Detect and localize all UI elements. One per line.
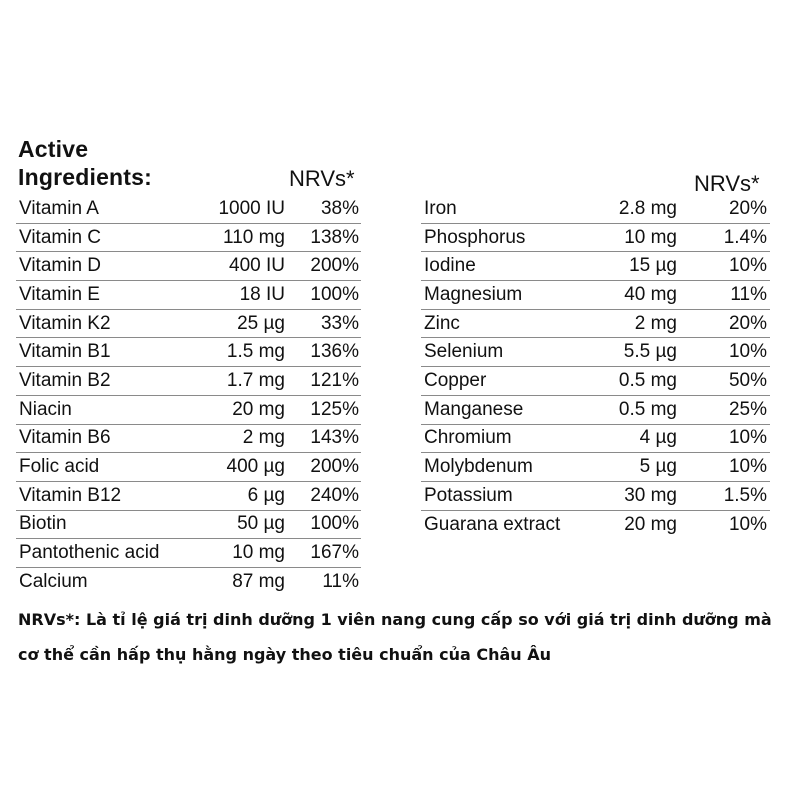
ingredient-name: Selenium xyxy=(424,341,504,363)
table-row xyxy=(421,482,770,511)
ingredient-nrv: 38% xyxy=(320,197,359,219)
nrv-column-header-right: NRVs* xyxy=(694,171,760,196)
ingredient-amount: 25 µg xyxy=(237,312,285,334)
ingredient-amount: 1.5 mg xyxy=(226,341,285,363)
ingredient-amount: 50 µg xyxy=(237,513,285,535)
ingredient-amount: 30 mg xyxy=(624,484,677,506)
ingredient-nrv: 25% xyxy=(728,398,767,420)
ingredient-nrv: 100% xyxy=(310,283,359,305)
table-row xyxy=(16,568,361,597)
ingredient-name: Vitamin A xyxy=(19,197,99,219)
ingredient-amount: 400 IU xyxy=(229,255,285,277)
table-row xyxy=(421,338,770,367)
ingredient-name: Copper xyxy=(424,369,487,391)
ingredient-name: Guarana extract xyxy=(424,513,561,535)
table-row xyxy=(421,224,770,253)
ingredient-amount: 5 µg xyxy=(639,456,677,478)
ingredient-nrv: 11% xyxy=(730,283,767,305)
ingredient-name: Magnesium xyxy=(424,283,523,305)
table-row xyxy=(16,396,361,425)
ingredient-name: Phosphorus xyxy=(424,226,526,248)
table-row xyxy=(421,425,770,454)
ingredient-nrv: 10% xyxy=(728,341,767,363)
ingredient-amount: 6 µg xyxy=(247,484,285,506)
ingredient-nrv: 10% xyxy=(728,427,767,449)
table-row xyxy=(16,453,361,482)
ingredient-amount: 400 µg xyxy=(226,456,285,478)
ingredient-amount: 2 mg xyxy=(634,312,677,334)
ingredient-amount: 87 mg xyxy=(232,571,285,593)
ingredient-name: Vitamin E xyxy=(19,283,100,305)
table-row xyxy=(421,453,770,482)
table-row xyxy=(16,425,361,454)
ingredient-amount: 0.5 mg xyxy=(618,398,677,420)
ingredient-amount: 0.5 mg xyxy=(618,369,677,391)
table-row xyxy=(421,195,770,224)
ingredient-name: Vitamin B1 xyxy=(19,341,111,363)
ingredient-name: Pantothenic acid xyxy=(19,542,160,564)
right-ingredients-table xyxy=(421,195,770,539)
ingredient-amount: 15 µg xyxy=(629,255,677,277)
ingredient-name: Chromium xyxy=(424,427,512,449)
ingredient-amount: 10 mg xyxy=(624,226,677,248)
ingredient-name: Potassium xyxy=(424,484,513,506)
ingredient-name: Vitamin C xyxy=(19,226,102,248)
ingredient-amount: 110 mg xyxy=(223,226,285,248)
heading-line-1: Active xyxy=(18,136,89,162)
ingredient-name: Vitamin D xyxy=(19,255,102,277)
active-ingredients-heading xyxy=(18,135,152,191)
table-row xyxy=(421,396,770,425)
table-row xyxy=(421,511,770,540)
ingredient-nrv: 100% xyxy=(310,513,359,535)
table-row xyxy=(16,281,361,310)
table-row xyxy=(16,482,361,511)
table-row xyxy=(421,310,770,339)
table-row xyxy=(16,539,361,568)
ingredient-amount: 40 mg xyxy=(624,283,677,305)
table-row xyxy=(16,252,361,281)
ingredient-name: Vitamin B12 xyxy=(19,484,122,506)
ingredient-nrv: 143% xyxy=(310,427,359,449)
ingredient-amount: 20 mg xyxy=(232,398,285,420)
ingredient-amount: 5.5 µg xyxy=(623,341,677,363)
ingredient-nrv: 200% xyxy=(310,255,359,277)
table-row xyxy=(16,224,361,253)
ingredient-amount: 2 mg xyxy=(242,427,285,449)
ingredient-name: Calcium xyxy=(19,571,88,593)
ingredient-nrv: 125% xyxy=(310,398,359,420)
heading-line-2: Ingredients: xyxy=(18,164,153,190)
ingredient-name: Iodine xyxy=(424,255,476,277)
ingredient-nrv: 11% xyxy=(322,571,359,593)
ingredient-nrv: 33% xyxy=(320,312,359,334)
ingredient-nrv: 167% xyxy=(310,542,359,564)
ingredient-nrv: 1.4% xyxy=(723,226,767,248)
table-row xyxy=(421,367,770,396)
ingredient-name: Vitamin B6 xyxy=(19,427,111,449)
ingredient-amount: 20 mg xyxy=(624,513,677,535)
ingredient-amount: 10 mg xyxy=(232,542,285,564)
ingredient-name: Zinc xyxy=(424,312,460,334)
ingredient-nrv: 1.5% xyxy=(723,484,767,506)
ingredient-nrv: 10% xyxy=(728,255,767,277)
ingredient-nrv: 20% xyxy=(728,197,767,219)
ingredient-name: Vitamin K2 xyxy=(19,312,111,334)
table-row xyxy=(16,367,361,396)
ingredient-nrv: 136% xyxy=(310,341,359,363)
table-row xyxy=(16,310,361,339)
table-row xyxy=(16,338,361,367)
ingredient-name: Vitamin B2 xyxy=(19,369,111,391)
ingredient-nrv: 138% xyxy=(310,226,359,248)
ingredient-amount: 2.8 mg xyxy=(618,197,677,219)
ingredient-name: Folic acid xyxy=(19,456,100,478)
ingredient-name: Molybdenum xyxy=(424,456,533,478)
table-row xyxy=(421,252,770,281)
ingredient-nrv: 10% xyxy=(728,513,767,535)
ingredient-nrv: 50% xyxy=(728,369,767,391)
table-row xyxy=(16,195,361,224)
ingredient-nrv: 240% xyxy=(310,484,359,506)
ingredient-nrv: 121% xyxy=(310,369,359,391)
ingredient-amount: 1.7 mg xyxy=(226,369,285,391)
ingredient-amount: 4 µg xyxy=(639,427,677,449)
ingredient-nrv: 20% xyxy=(728,312,767,334)
table-row xyxy=(421,281,770,310)
ingredient-name: Biotin xyxy=(19,513,67,535)
ingredient-nrv: 10% xyxy=(728,456,767,478)
table-row xyxy=(16,511,361,540)
ingredient-name: Iron xyxy=(424,197,457,219)
left-ingredients-table xyxy=(16,195,361,597)
nrv-footnote: NRVs*: Là tỉ lệ giá trị dinh dưỡng 1 viên nang cung cấp so với giá trị dinh dưỡng mà cơ thể cần hấp thụ hằng ngày theo tiêu chuẩn của Châu Âu xyxy=(18,610,772,664)
ingredient-amount: 18 IU xyxy=(239,283,285,305)
nrv-column-header-left: NRVs* xyxy=(289,166,355,191)
ingredient-name: Manganese xyxy=(424,398,524,420)
ingredient-amount: 1000 IU xyxy=(218,197,285,219)
ingredient-name: Niacin xyxy=(19,398,72,420)
ingredient-nrv: 200% xyxy=(310,456,359,478)
